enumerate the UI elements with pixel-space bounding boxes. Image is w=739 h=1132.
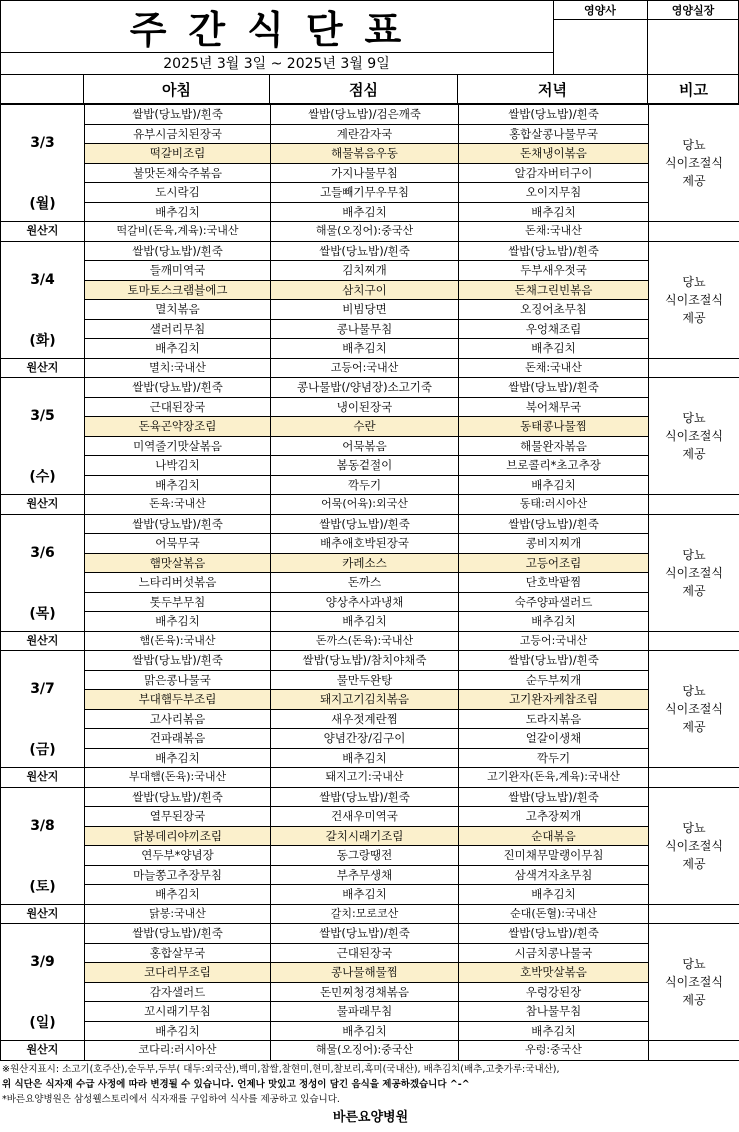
lunch-item: 비빔당면: [271, 300, 459, 320]
menu-row: [1, 1021, 739, 1041]
breakfast-origin: 부대햄(돈육):국내산: [85, 768, 271, 788]
note-line: 제공: [682, 583, 706, 598]
lunch-item: 갈치시래기조림: [271, 826, 459, 846]
lunch-item: 고들빼기무우무침: [271, 183, 459, 203]
day-weekday: (일): [29, 1015, 56, 1031]
lunch-item: 돼지고기김치볶음: [271, 690, 459, 710]
menu-row: [1, 748, 739, 768]
origin-row: [1, 222, 739, 242]
lunch-item: 배추김치: [271, 885, 459, 905]
lunch-item: 건새우미역국: [271, 807, 459, 827]
note-cell: [649, 378, 739, 495]
note-line: 제공: [682, 447, 706, 461]
note-line: 당뇨: [682, 411, 706, 425]
day-label: [1, 788, 84, 904]
dinner-item: 깍두기: [459, 748, 649, 768]
lunch-item: 배추김치: [271, 1021, 459, 1041]
origin-note-empty: [649, 495, 739, 515]
breakfast-item: 마늘쫑고추장무침: [85, 865, 271, 885]
day-cell: [1, 378, 85, 495]
day-weekday: (토): [29, 878, 56, 895]
dinner-origin: 우렁:중국산: [459, 1041, 649, 1061]
breakfast-item: 배추김치: [85, 475, 271, 495]
breakfast-origin: 떡갈비(돈육,계육):국내산: [85, 222, 271, 242]
lunch-item: 콩나물무침: [271, 319, 459, 339]
lunch-item: 쌀밥(당뇨밥)/참치야채죽: [271, 651, 459, 671]
note-line: 제공: [682, 174, 706, 188]
note-line: 식이조절식: [665, 702, 723, 716]
lunch-item: 양념간장/김구이: [271, 729, 459, 749]
dinner-item: 도라지볶음: [459, 709, 649, 729]
lunch-item: 냉이된장국: [271, 397, 459, 417]
page-title: 주간식단표: [129, 7, 424, 52]
lunch-item: 배추김치: [271, 612, 459, 632]
origin-row: [1, 904, 739, 924]
dinner-item: 순대볶음: [459, 826, 649, 846]
day-date: 3/6: [30, 544, 55, 561]
lunch-origin: 해물(오징어):중국산: [271, 222, 459, 242]
note-line: 식이조절식: [665, 975, 723, 989]
lunch-item: 가지나물무침: [271, 163, 459, 183]
day-weekday: (목): [29, 605, 56, 622]
menu-row: [1, 124, 739, 144]
dinner-item: 북어채무국: [459, 397, 649, 417]
dinner-item: 오징어초무침: [459, 300, 649, 320]
lunch-item: 쌀밥(당뇨밥)/검은깨죽: [271, 105, 459, 125]
breakfast-item: 도시락김: [85, 183, 271, 203]
breakfast-item: 고사리볶음: [85, 709, 271, 729]
dinner-item: 브로콜리*초고추장: [459, 456, 649, 476]
dinner-item: 쌀밥(당뇨밥)/흰죽: [459, 378, 649, 398]
breakfast-item: 감자샐러드: [85, 982, 271, 1002]
breakfast-item: 배추김치: [85, 1021, 271, 1041]
breakfast-item: 건파래볶음: [85, 729, 271, 749]
lunch-item: 콩나물해물찜: [271, 963, 459, 983]
day-cell: [1, 924, 85, 1041]
origin-label: 원산지: [1, 1041, 85, 1061]
day-label: [1, 924, 84, 1040]
breakfast-item: 돈육곤약장조림: [85, 417, 271, 437]
dinner-origin: 돈채:국내산: [459, 222, 649, 242]
dinner-item: 배추김치: [459, 339, 649, 359]
dinner-item: 호박맛살볶음: [459, 963, 649, 983]
dinner-origin: 동태:러시아산: [459, 495, 649, 515]
dinner-item: 쌀밥(당뇨밥)/흰죽: [459, 105, 649, 125]
breakfast-item: 어묵무국: [85, 534, 271, 554]
day-cell: [1, 105, 85, 222]
origin-row: [1, 768, 739, 788]
menu-row: [1, 982, 739, 1002]
dinner-item: 돈채그린빈볶음: [459, 280, 649, 300]
breakfast-item: 쌀밥(당뇨밥)/흰죽: [85, 787, 271, 807]
dinner-item: 돈채냉이볶음: [459, 144, 649, 164]
note-line: 식이조절식: [665, 565, 723, 580]
day-label: [1, 378, 84, 494]
menu-row: [1, 670, 739, 690]
dietitian-label: 영양사: [584, 4, 616, 17]
note-cell: [649, 787, 739, 904]
lunch-item: 배추김치: [271, 202, 459, 222]
dinner-item: 쌀밥(당뇨밥)/흰죽: [459, 241, 649, 261]
dinner-item: 배추김치: [459, 1021, 649, 1041]
note-line: 식이조절식: [665, 292, 723, 307]
lunch-item: 쌀밥(당뇨밥)/흰죽: [271, 924, 459, 944]
dinner-item: 콩비지찌개: [459, 534, 649, 554]
day-label: [1, 242, 84, 358]
menu-period: 2025년 3월 3일 ~ 2025년 3월 9일: [163, 56, 390, 72]
dinner-item: 오이지무침: [459, 183, 649, 203]
dinner-item: 우엉채조림: [459, 319, 649, 339]
dinner-item: 배추김치: [459, 475, 649, 495]
note-header: 비고: [679, 80, 708, 99]
note-line: 당뇨: [682, 957, 706, 971]
origin-label: 원산지: [1, 358, 85, 378]
note-line: 당뇨: [682, 820, 706, 835]
breakfast-origin: 멸치:국내산: [85, 358, 271, 378]
breakfast-origin: 햄(돈육):국내산: [85, 631, 271, 651]
menu-row: [1, 826, 739, 846]
lunch-item: 쌀밥(당뇨밥)/흰죽: [271, 514, 459, 534]
menu-row: [1, 514, 739, 534]
day-date: 3/5: [30, 408, 55, 424]
breakfast-item: 떡갈비조림: [85, 144, 271, 164]
menu-row: [1, 105, 739, 125]
dinner-item: 쌀밥(당뇨밥)/흰죽: [459, 651, 649, 671]
breakfast-item: 열무된장국: [85, 807, 271, 827]
day-date: 3/7: [30, 681, 55, 697]
menu-row: [1, 397, 739, 417]
breakfast-item: 배추김치: [85, 885, 271, 905]
breakfast-item: 연두부*양념장: [85, 846, 271, 866]
lunch-item: 카레소스: [271, 553, 459, 573]
lunch-item: 돈까스: [271, 573, 459, 593]
breakfast-item: 느타리버섯볶음: [85, 573, 271, 593]
menu-row: [1, 144, 739, 164]
note-line: 식이조절식: [665, 838, 723, 853]
dinner-origin: 순대(돈혈):국내산: [459, 904, 649, 924]
note-line: 당뇨: [682, 684, 706, 698]
note-line: 제공: [682, 720, 706, 734]
lunch-origin: 고등어:국내산: [271, 358, 459, 378]
breakfast-item: 불맛돈채숙주볶음: [85, 163, 271, 183]
breakfast-item: 쌀밥(당뇨밥)/흰죽: [85, 105, 271, 125]
dinner-item: 우렁강된장: [459, 982, 649, 1002]
footer: [0, 1062, 739, 1129]
lunch-item: 부추무생채: [271, 865, 459, 885]
breakfast-item: 쌀밥(당뇨밥)/흰죽: [85, 241, 271, 261]
breakfast-item: 나박김치: [85, 456, 271, 476]
day-weekday: (금): [29, 742, 56, 758]
lunch-origin: 돼지고기:국내산: [271, 768, 459, 788]
menu-row: [1, 553, 739, 573]
origin-label: 원산지: [1, 631, 85, 651]
dinner-item: 홍합살콩나물무국: [459, 124, 649, 144]
dinner-item: 진미채무말랭이무침: [459, 846, 649, 866]
lunch-item: 물만두완탕: [271, 670, 459, 690]
breakfast-item: 쌀밥(당뇨밥)/흰죽: [85, 924, 271, 944]
origin-note-empty: [649, 768, 739, 788]
origin-label: 원산지: [1, 768, 85, 788]
lunch-item: 돈민찌청경채볶음: [271, 982, 459, 1002]
breakfast-origin: 닭봉:국내산: [85, 904, 271, 924]
breakfast-item: 들깨미역국: [85, 261, 271, 281]
breakfast-item: 꼬시래기무침: [85, 1002, 271, 1022]
dinner-item: 참나물무침: [459, 1002, 649, 1022]
day-cell: [1, 651, 85, 768]
menu-row: [1, 787, 739, 807]
origin-row: [1, 495, 739, 515]
menu-row: [1, 436, 739, 456]
lunch-item: 배추애호박된장국: [271, 534, 459, 554]
lunch-origin: 해물(오징어):중국산: [271, 1041, 459, 1061]
origin-note-empty: [649, 1041, 739, 1061]
day-label: [1, 105, 84, 221]
change-notice: 위 식단은 식자재 수급 사정에 따라 변경될 수 있습니다. 언제나 맛있고 정성이 담긴 음식을 제공하겠습니다 ^-^: [2, 1079, 470, 1090]
day-cell: [1, 514, 85, 631]
breakfast-item: 유부시금치된장국: [85, 124, 271, 144]
note-line: 당뇨: [682, 547, 706, 562]
lunch-item: 물파래무침: [271, 1002, 459, 1022]
breakfast-item: 멸치볶음: [85, 300, 271, 320]
menu-row: [1, 261, 739, 281]
lunch-item: 쌀밥(당뇨밥)/흰죽: [271, 241, 459, 261]
day-weekday: (화): [29, 332, 56, 349]
menu-row: [1, 924, 739, 944]
dinner-item: 두부새우젓국: [459, 261, 649, 281]
note-line: 제공: [682, 993, 706, 1007]
menu-row: [1, 709, 739, 729]
breakfast-item: 배추김치: [85, 202, 271, 222]
hospital-name: 바른요양병원: [332, 1110, 409, 1125]
dinner-item: 쌀밥(당뇨밥)/흰죽: [459, 787, 649, 807]
origin-label: 원산지: [1, 495, 85, 515]
menu-row: [1, 651, 739, 671]
menu-row: [1, 280, 739, 300]
lunch-origin: 어묵(어육):외국산: [271, 495, 459, 515]
lunch-header: 점심: [349, 80, 378, 99]
origin-note-empty: [649, 631, 739, 651]
dinner-item: 삼색겨자초무침: [459, 865, 649, 885]
lunch-origin: 돈까스(돈육):국내산: [271, 631, 459, 651]
supplier-notice: *바른요양병원은 삼성웰스토리에서 식자재를 구입하여 식사를 제공하고 있습니다.: [2, 1094, 340, 1105]
lunch-item: 김치찌개: [271, 261, 459, 281]
dinner-item: 배추김치: [459, 202, 649, 222]
dinner-item: 쌀밥(당뇨밥)/흰죽: [459, 514, 649, 534]
menu-row: [1, 592, 739, 612]
dinner-item: 단호박팥찜: [459, 573, 649, 593]
day-date: 3/8: [30, 817, 55, 834]
lunch-item: 콩나물밥(/양념장)소고기죽: [271, 378, 459, 398]
menu-row: [1, 202, 739, 222]
note-line: 식이조절식: [665, 429, 723, 443]
lunch-item: 배추김치: [271, 339, 459, 359]
note-cell: [649, 241, 739, 358]
lunch-item: 수란: [271, 417, 459, 437]
breakfast-item: 샐러리무침: [85, 319, 271, 339]
menu-row: [1, 378, 739, 398]
origin-note-empty: [649, 358, 739, 378]
menu-row: [1, 690, 739, 710]
breakfast-item: 부대햄두부조림: [85, 690, 271, 710]
menu-row: [1, 807, 739, 827]
note-cell: [649, 514, 739, 631]
menu-row: [1, 573, 739, 593]
breakfast-item: 홍합살무국: [85, 943, 271, 963]
menu-row: [1, 865, 739, 885]
day-date: 3/4: [30, 271, 55, 288]
lunch-item: 봄동겉절이: [271, 456, 459, 476]
note-cell: [649, 651, 739, 768]
menu-row: [1, 300, 739, 320]
day-cell: [1, 787, 85, 904]
day-date: 3/3: [30, 135, 55, 151]
dinner-item: 쌀밥(당뇨밥)/흰죽: [459, 924, 649, 944]
chief-label: 영양실장: [671, 4, 715, 17]
origin-row: [1, 631, 739, 651]
day-weekday: (월): [29, 196, 56, 212]
menu-row: [1, 417, 739, 437]
menu-row: [1, 729, 739, 749]
dinner-item: 고기완자케찹조림: [459, 690, 649, 710]
day-cell: [1, 241, 85, 358]
dinner-origin: 고등어:국내산: [459, 631, 649, 651]
origin-label: 원산지: [1, 222, 85, 242]
breakfast-item: 토마토스크램블에그: [85, 280, 271, 300]
menu-row: [1, 319, 739, 339]
dinner-item: 고추장찌개: [459, 807, 649, 827]
breakfast-item: 코다리무조림: [85, 963, 271, 983]
note-line: 식이조절식: [665, 156, 723, 170]
dinner-item: 해물완자볶음: [459, 436, 649, 456]
dinner-item: 동태콩나물찜: [459, 417, 649, 437]
breakfast-item: 쌀밥(당뇨밥)/흰죽: [85, 514, 271, 534]
origin-note-empty: [649, 904, 739, 924]
day-label: [1, 515, 84, 631]
menu-row: [1, 846, 739, 866]
menu-row: [1, 183, 739, 203]
note-line: 제공: [682, 856, 706, 871]
lunch-item: 삼치구이: [271, 280, 459, 300]
dinner-origin: 고기완자(돈육,계육):국내산: [459, 768, 649, 788]
note-cell: [649, 105, 739, 222]
origin-label: 원산지: [1, 904, 85, 924]
breakfast-item: 배추김치: [85, 748, 271, 768]
origin-row: [1, 358, 739, 378]
menu-row: [1, 963, 739, 983]
origin-notice: ※원산지표시: 소고기(호주산),순두부,두부( 대두:외국산),백미,찹쌀,찰현미,현미,찰보리,흑미(국내산), 배추김치(배추,고춧가루:국내산),: [2, 1064, 560, 1075]
breakfast-item: 쌀밥(당뇨밥)/흰죽: [85, 378, 271, 398]
breakfast-item: 근대된장국: [85, 397, 271, 417]
breakfast-header: 아침: [162, 80, 191, 99]
menu-row: [1, 456, 739, 476]
dinner-origin: 돈채:국내산: [459, 358, 649, 378]
breakfast-item: 톳두부무침: [85, 592, 271, 612]
menu-row: [1, 339, 739, 359]
menu-row: [1, 475, 739, 495]
lunch-item: 어묵볶음: [271, 436, 459, 456]
lunch-item: 깍두기: [271, 475, 459, 495]
dinner-item: 시금치콩나물국: [459, 943, 649, 963]
dinner-item: 배추김치: [459, 885, 649, 905]
lunch-origin: 갈치:모로코산: [271, 904, 459, 924]
dinner-item: 숙주양파샐러드: [459, 592, 649, 612]
day-label: [1, 651, 84, 767]
menu-row: [1, 534, 739, 554]
dinner-item: 배추김치: [459, 612, 649, 632]
breakfast-item: 맑은콩나물국: [85, 670, 271, 690]
breakfast-origin: 돈육:국내산: [85, 495, 271, 515]
breakfast-item: 미역줄기맛살볶음: [85, 436, 271, 456]
day-date: 3/9: [30, 954, 55, 970]
note-line: 제공: [682, 310, 706, 325]
breakfast-item: 쌀밥(당뇨밥)/흰죽: [85, 651, 271, 671]
breakfast-item: 배추김치: [85, 339, 271, 359]
breakfast-item: 햄맛살볶음: [85, 553, 271, 573]
lunch-item: 동그랑땡전: [271, 846, 459, 866]
dinner-header: 저녁: [538, 80, 567, 99]
breakfast-origin: 코다리:러시아산: [85, 1041, 271, 1061]
lunch-item: 쌀밥(당뇨밥)/흰죽: [271, 787, 459, 807]
origin-note-empty: [649, 222, 739, 242]
menu-row: [1, 241, 739, 261]
dinner-item: 얼갈이생채: [459, 729, 649, 749]
breakfast-item: 닭봉데리야끼조림: [85, 826, 271, 846]
origin-row: [1, 1041, 739, 1061]
menu-row: [1, 612, 739, 632]
dinner-item: 고등어조림: [459, 553, 649, 573]
note-line: 당뇨: [682, 138, 706, 152]
lunch-item: 근대된장국: [271, 943, 459, 963]
menu-row: [1, 943, 739, 963]
menu-table: [0, 104, 739, 1061]
lunch-item: 해물볶음우동: [271, 144, 459, 164]
lunch-item: 배추김치: [271, 748, 459, 768]
lunch-item: 계란감자국: [271, 124, 459, 144]
note-line: 당뇨: [682, 274, 706, 289]
note-cell: [649, 924, 739, 1041]
menu-row: [1, 163, 739, 183]
lunch-item: 새우젓계란찜: [271, 709, 459, 729]
dinner-item: 알감자버터구이: [459, 163, 649, 183]
lunch-item: 양상추사과냉채: [271, 592, 459, 612]
day-weekday: (수): [29, 469, 56, 485]
dinner-item: 순두부찌개: [459, 670, 649, 690]
menu-row: [1, 885, 739, 905]
menu-row: [1, 1002, 739, 1022]
breakfast-item: 배추김치: [85, 612, 271, 632]
